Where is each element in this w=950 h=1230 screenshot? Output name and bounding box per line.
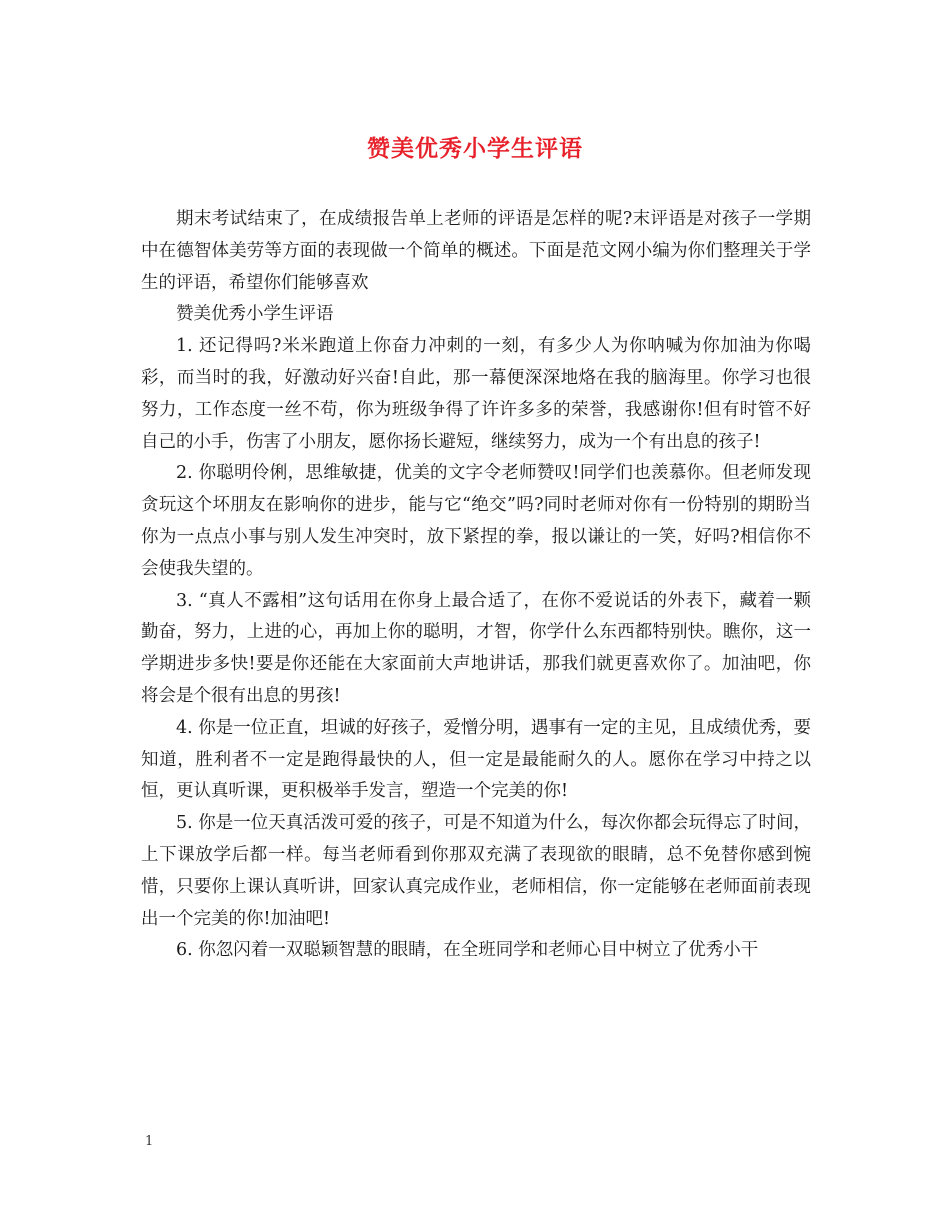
section-heading: 赞美优秀小学生评语 xyxy=(176,304,334,325)
document-body xyxy=(141,204,811,967)
document-title: 赞美优秀小学生评语 xyxy=(367,135,583,162)
comment-item-4: 4. 你是一位正直，坦诚的好孩子，爱憎分明，遇事有一定的主见，且成绩优秀，要知道，胜利者不一定是跑得最快的人，但一定是最能耐久的人。愿你在学习中持之以恒，更认真听课，更积极举手发言，塑造一个完美的你! xyxy=(141,717,811,802)
comment-item-3: 3. “真人不露相”这句话用在你身上最合适了，在你不爱说话的外表下，藏着一颗勤奋，努力，上进的心，再加上你的聪明，才智，你学什么东西都特别快。瞧你，这一学期进步多快!要是你还能在大家面前大声地讲话，那我们就更喜欢你了。加油吧，你将会是个很有出息的男孩! xyxy=(141,590,811,706)
intro-paragraph: 期末考试结束了，在成绩报告单上老师的评语是怎样的呢?末评语是对孩子一学期中在德智体美劳等方面的表现做一个简单的概述。下面是范文网小编为你们整理关于学生的评语，希望你们能够喜欢 xyxy=(141,209,811,293)
comment-item-6: 6. 你忽闪着一双聪颖智慧的眼睛，在全班同学和老师心目中树立了优秀小干 xyxy=(176,940,759,961)
comment-item-2: 2. 你聪明伶俐，思维敏捷，优美的文字令老师赞叹!同学们也羡慕你。但老师发现贪玩这个坏朋友在影响你的进步，能与它“绝交”吗?同时老师对你有一份特别的期盼当你为一点点小事与别人发生冲突时，放下紧捏的拳，报以谦让的一笑，好吗?相信你不会使我失望的。 xyxy=(141,463,811,579)
comment-item-1: 1. 还记得吗?米米跑道上你奋力冲刺的一刻，有多少人为你呐喊为你加油为你喝彩，而当时的我，好激动好兴奋!自此，那一幕便深深地烙在我的脑海里。你学习也很努力，工作态度一丝不苟，你为班级争得了许许多多的荣誉，我感谢你!但有时管不好自己的小手，伤害了小朋友，愿你扬长避短，继续努力，成为一个有出息的孩子! xyxy=(141,336,811,452)
page-number: 1 xyxy=(145,1134,154,1149)
comment-item-5: 5. 你是一位天真活泼可爱的孩子，可是不知道为什么，每次你都会玩得忘了时间，上下课放学后都一样。每当老师看到你那双充满了表现欲的眼睛，总不免替你感到惋惜，只要你上课认真听讲，回家认真完成作业，老师相信，你一定能够在老师面前表现出一个完美的你!加油吧! xyxy=(141,813,811,929)
